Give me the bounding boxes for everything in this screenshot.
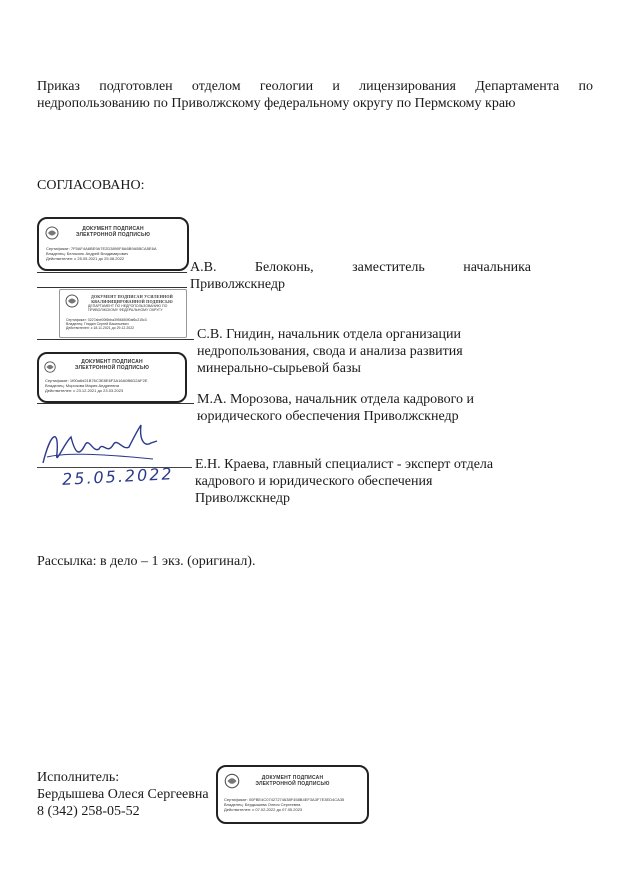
emblem-icon	[223, 772, 241, 790]
stamp-validity: Действителен: с 18.11.2021 до 29.12.2022	[66, 326, 135, 330]
signature-line-3	[37, 403, 194, 404]
emblem-icon	[43, 360, 57, 374]
distribution-text: Рассылка: в дело – 1 экз. (оригинал).	[37, 554, 256, 569]
stamp-certificate: Сертификат: 0227abe00f6bba3956650f0af6c215c3	[66, 318, 147, 322]
stamp-title-line2: ЭЛЕКТРОННОЙ ПОДПИСЬЮ	[75, 232, 151, 238]
stamp-org-line2: ПРИВОЛЖСКОМУ ФЕДЕРАЛЬНОМУ ОКРУГУ	[88, 308, 163, 312]
stamp-certificate: Сертификат: 7F5AF4A6BE9A7E2D3890F8A6B9A5BCA5E6A	[46, 246, 157, 251]
stamp-validity: Действителен: с 23.12.2021 до 23.03.2023	[45, 388, 124, 393]
signatory-1-position-part2: начальника	[463, 260, 531, 275]
stamp-title-line1: ДОКУМЕНТ ПОДПИСАН	[261, 775, 324, 781]
executor-phone: 8 (342) 258-05-52	[37, 804, 140, 819]
stamp-title-line2: ЭЛЕКТРОННОЙ ПОДПИСЬЮ	[74, 365, 150, 371]
signatory-4-line3: Приволжскнедр	[195, 491, 290, 506]
stamp-title-line1: ДОКУМЕНТ ПОДПИСАН	[82, 226, 144, 232]
signatory-1-line1	[190, 259, 531, 276]
signatory-2-line3: минерально-сырьевой базы	[197, 361, 361, 376]
stamp-validity: Действителен: с 25.05.2021 до 25.08.2022	[46, 256, 125, 261]
executor-block	[37, 769, 209, 820]
signature-line-2	[37, 287, 187, 288]
handwritten-date: 25.05.2022	[61, 464, 175, 489]
e-signature-stamp-2	[59, 289, 187, 338]
stamp-certificate: Сертификат: 00FBE4C07427274638F458B4EF3A3F7E3ED4CA35	[224, 797, 345, 802]
signatory-1-position-part1: заместитель	[352, 260, 425, 275]
stamp-title-line2: КВАЛИФИЦИРОВАННОЙ ПОДПИСЬЮ	[91, 299, 173, 304]
signatory-3-line2: юридического обеспечения Приволжскнедр	[197, 409, 459, 424]
stamp-title-line2: ЭЛЕКТРОННОЙ ПОДПИСЬЮ	[255, 781, 330, 787]
intro-paragraph: Приказ подготовлен отделом геологии и лицензирования Департамента по недропользованию по Приволжскому федеральному округу по Пермскому краю	[37, 79, 593, 111]
e-signature-stamp-4	[216, 765, 369, 824]
stamp-owner: Владелец: Гнидин Сергей Васильевич	[66, 322, 129, 326]
emblem-icon	[64, 293, 80, 309]
executor-name: Бердышева Олеся Сергеевна	[37, 787, 209, 802]
signatory-2-line1: С.В. Гнидин, начальник отдела организации	[197, 327, 461, 342]
signatory-4-line2: кадрового и юридического обеспечения	[195, 474, 433, 489]
signatory-2-block	[197, 326, 537, 377]
stamp-validity: Действителен: с 07.02.2022 до 07.05.2023	[224, 807, 303, 812]
signature-line-1	[37, 272, 187, 273]
stamp-org-line1: ДЕПАРТАМЕНТ ПО НЕДРОПОЛЬЗОВАНИЮ ПО	[88, 304, 168, 308]
stamp-certificate: Сертификат: 1f00a6d21B76C3E8E6F3A16A0B6D2AF2E	[45, 378, 148, 383]
agreed-label: СОГЛАСОВАНО:	[37, 178, 145, 193]
signatory-1-block	[190, 259, 531, 293]
e-signature-stamp-1	[37, 217, 189, 271]
signatory-1-surname: Белоконь,	[254, 260, 314, 275]
emblem-icon	[44, 225, 60, 241]
stamp-title-line1: ДОКУМЕНТ ПОДПИСАН	[81, 359, 143, 365]
signatory-3-block	[197, 391, 537, 425]
signatory-4-block	[195, 456, 535, 507]
stamp-owner: Владелец: Бердышева Олеся Сергеевна	[224, 802, 301, 807]
stamp-owner: Владелец: Морозова Мария Андреевна	[45, 383, 119, 388]
e-signature-stamp-3	[37, 352, 187, 403]
stamp-owner: Владелец: Белоконь Андрей Владимирович	[46, 251, 129, 256]
executor-label: Исполнитель:	[37, 770, 120, 785]
signatory-3-line1: М.А. Морозова, начальник отдела кадрового и	[197, 392, 475, 407]
signatory-4-line1: Е.Н. Краева, главный специалист - эксперт отдела	[195, 457, 494, 472]
signatory-2-line2: недропользования, свода и анализа развития	[197, 344, 463, 359]
signatory-1-line2: Приволжскнедр	[190, 277, 285, 292]
stamp-title-line1: ДОКУМЕНТ ПОДПИСАН УСИЛЕННОЙ	[91, 294, 173, 299]
signature-line-2b	[37, 339, 194, 340]
signatory-1-initials: А.В.	[190, 260, 217, 275]
